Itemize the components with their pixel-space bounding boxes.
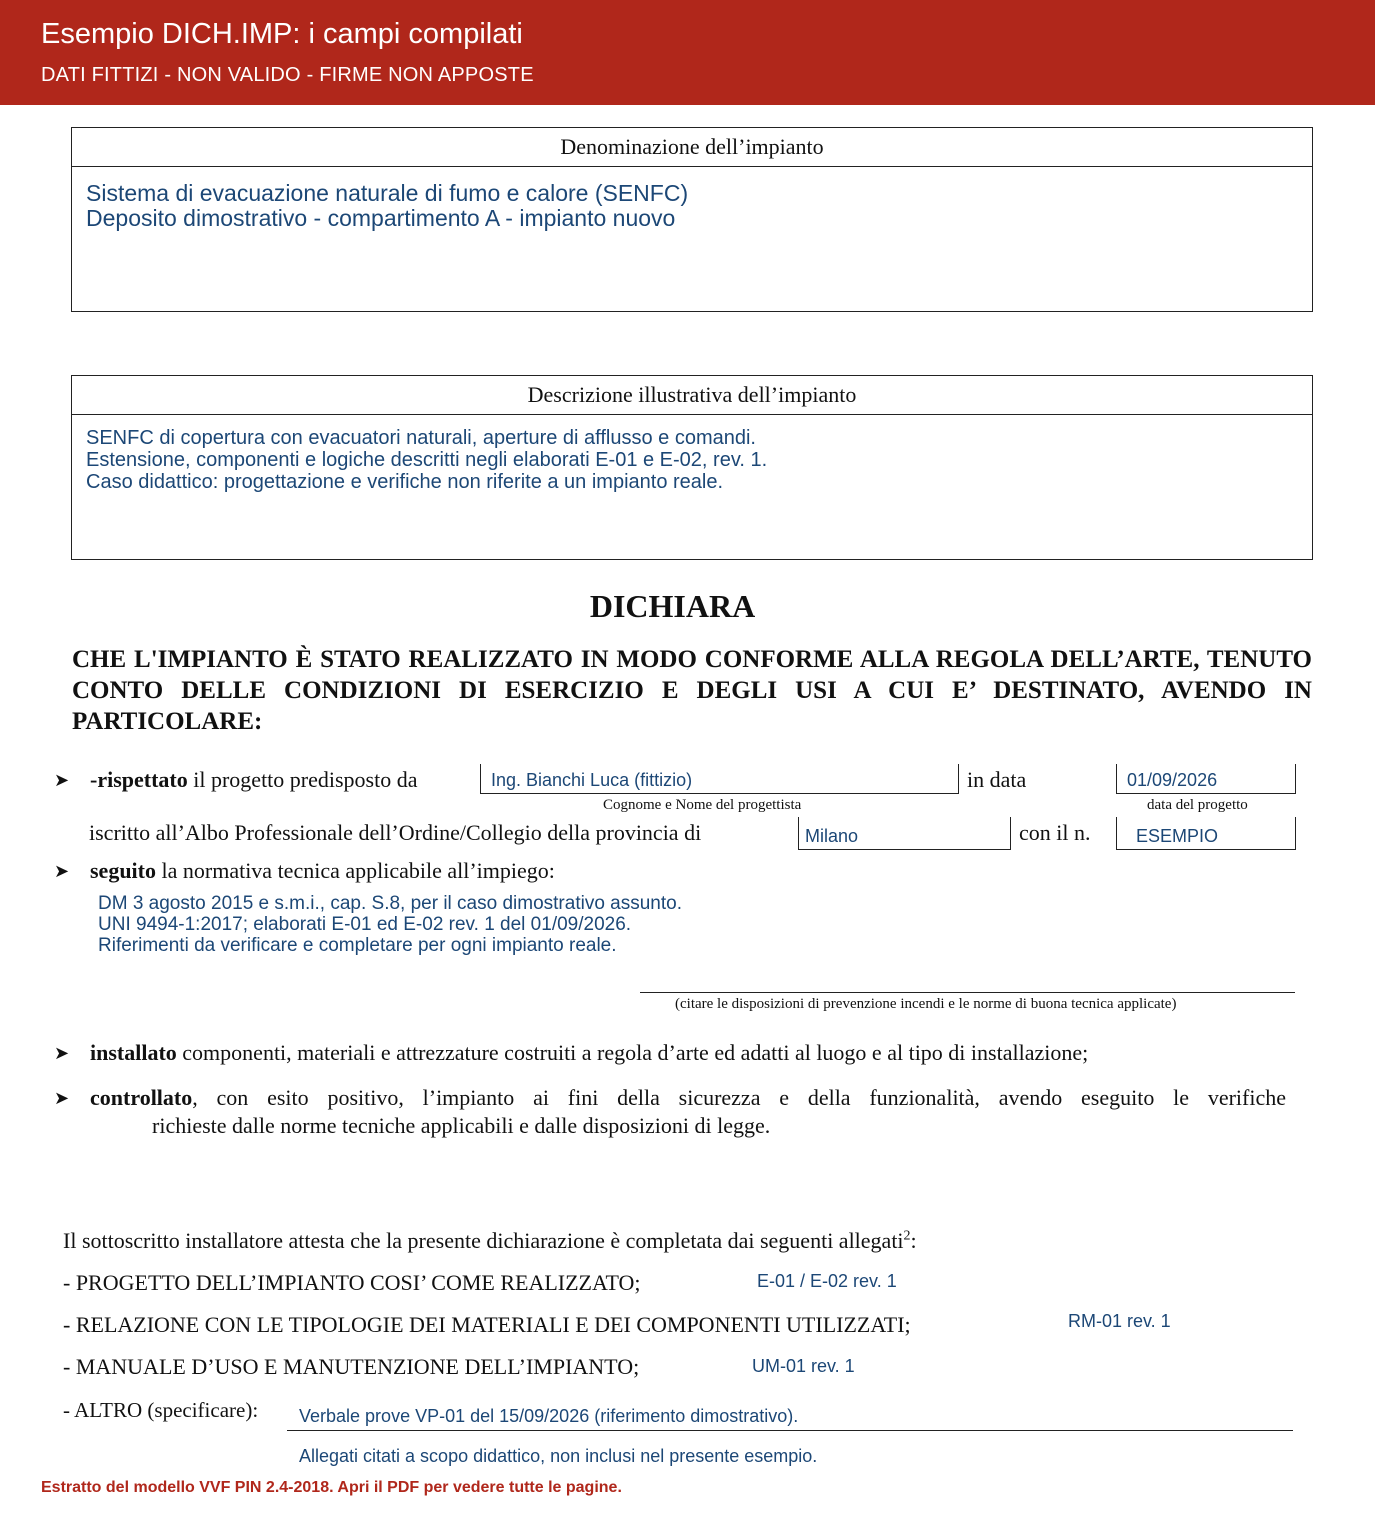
manuale-value[interactable]: UM-01 rev. 1 — [752, 1356, 855, 1376]
controllato-line — [90, 1085, 1286, 1111]
controllato-bold: controllato — [90, 1085, 193, 1110]
controllato-text-cont: richieste dalle norme tecniche applicabili e dalle disposizioni di legge. — [152, 1113, 771, 1138]
installato-bold: installato — [90, 1040, 177, 1065]
relazione-value[interactable]: RM-01 rev. 1 — [1068, 1311, 1171, 1331]
altro-underline — [287, 1430, 1293, 1431]
bullet-arrow-icon: ➤ — [54, 861, 70, 881]
controllato-text: , con esito positivo, l’impianto ai fini della sicurezza e della funzionalità, avendo eseguito le verifiche — [192, 1085, 1286, 1110]
denominazione-box — [71, 127, 1313, 312]
progetto-value[interactable]: E-01 / E-02 rev. 1 — [757, 1271, 897, 1291]
rispettato-bold: -rispettato — [90, 767, 188, 792]
altro-label: - ALTRO (specificare): — [63, 1398, 259, 1422]
header-banner — [0, 0, 1375, 105]
rispettato-text: il progetto predisposto da — [187, 767, 418, 792]
province-value: Milano — [805, 826, 859, 846]
rispettato-line — [90, 767, 418, 793]
number-value: ESEMPIO — [1136, 826, 1219, 846]
descrizione-line: Caso didattico: progettazione e verifiche non riferite a un impianto reale. — [86, 471, 724, 493]
denominazione-content[interactable] — [72, 167, 1312, 231]
banner-subtitle: DATI FITTIZI - NON VALIDO - FIRME NON APPOSTE — [41, 64, 534, 86]
bullet-arrow-icon: ➤ — [54, 1043, 70, 1063]
installato-text: componenti, materiali e attrezzature costruiti a regola d’arte ed adatti al luogo e al tipo di installazione; — [176, 1040, 1089, 1065]
descrizione-content[interactable] — [72, 415, 1312, 493]
seguito-text: la normativa tecnica applicabile all’impiego: — [156, 858, 555, 883]
dichiara-statement: CHE L'IMPIANTO È STATO REALIZZATO IN MODO CONFORME ALLA REGOLA DELL’ARTE, TENUTO CONTO DELLE CONDIZIONI DI ESERCIZIO E DEGLI USI A CUI E’ DESTINATO, AVENDO IN PARTICOLARE: — [72, 646, 1312, 735]
installato-line — [90, 1040, 1088, 1066]
seguito-norm-line: UNI 9494-1:2017; elaborati E-01 ed E-02 rev. 1 del 01/09/2026. — [98, 914, 632, 935]
date-value: 01/09/2026 — [1127, 770, 1218, 790]
albo-text: iscritto all’Albo Professionale dell’Ordine/Collegio della provincia di — [89, 820, 702, 845]
allegati-colon: : — [910, 1228, 917, 1253]
descrizione-box — [71, 375, 1313, 560]
altro-value[interactable]: Verbale prove VP-01 del 15/09/2026 (riferimento dimostrativo). — [299, 1406, 799, 1426]
norms-caption: (citare le disposizioni di prevenzione incendi e le norme di buona tecnica applicate) — [675, 996, 1177, 1012]
descrizione-header: Descrizione illustrativa dell’impianto — [72, 376, 1312, 415]
relazione-label: - RELAZIONE CON LE TIPOLOGIE DEI MATERIALI E DEI COMPONENTI UTILIZZATI; — [63, 1312, 911, 1337]
denominazione-line: Sistema di evacuazione naturale di fumo e calore (SENFC) — [86, 180, 689, 206]
seguito-norm-line: Riferimenti da verificare e completare per ogni impianto reale. — [98, 935, 617, 956]
number-field[interactable] — [1116, 817, 1296, 850]
province-field[interactable] — [798, 817, 1011, 850]
allegati-intro-line — [63, 1228, 917, 1254]
date-field[interactable] — [1116, 764, 1296, 794]
progetto-label: - PROGETTO DELL’IMPIANTO COSI’ COME REALIZZATO; — [63, 1270, 641, 1295]
con-n-label: con il n. — [1019, 820, 1091, 845]
footer-note: Estratto del modello VVF PIN 2.4-2018. Apri il PDF per vedere tutte le pagine. — [41, 1479, 622, 1496]
denominazione-line: Deposito dimostrativo - compartimento A - impianto nuovo — [86, 205, 676, 231]
denominazione-header: Denominazione dell’impianto — [72, 128, 1312, 167]
in-data-label: in data — [967, 767, 1027, 792]
descrizione-line: Estensione, componenti e logiche descritti negli elaborati E-01 e E-02, rev. 1. — [86, 449, 768, 471]
designer-caption: Cognome e Nome del progettista — [603, 797, 802, 813]
altro-note[interactable]: Allegati citati a scopo didattico, non inclusi nel presente esempio. — [299, 1446, 818, 1466]
norms-underline — [640, 992, 1295, 993]
seguito-line — [90, 858, 555, 884]
banner-title: Esempio DICH.IMP: i campi compilati — [41, 18, 523, 50]
seguito-norms[interactable] — [98, 893, 682, 956]
manuale-label: - MANUALE D’USO E MANUTENZIONE DELL’IMPIANTO; — [63, 1354, 640, 1379]
bullet-arrow-icon: ➤ — [54, 770, 70, 790]
allegati-intro: Il sottoscritto installatore attesta che la presente dichiarazione è completata dai seguenti allegati — [63, 1228, 904, 1253]
bullet-arrow-icon: ➤ — [54, 1088, 70, 1108]
designer-value: Ing. Bianchi Luca (fittizio) — [491, 770, 693, 790]
date-caption: data del progetto — [1147, 797, 1248, 813]
footnote-mark: 2 — [903, 1228, 911, 1244]
descrizione-line: SENFC di copertura con evacuatori naturali, aperture di afflusso e comandi. — [86, 427, 756, 449]
dichiara-title: DICHIARA — [589, 588, 756, 624]
seguito-bold: seguito — [90, 858, 156, 883]
designer-field[interactable] — [480, 764, 959, 794]
seguito-norm-line: DM 3 agosto 2015 e s.m.i., cap. S.8, per il caso dimostrativo assunto. — [98, 893, 682, 914]
